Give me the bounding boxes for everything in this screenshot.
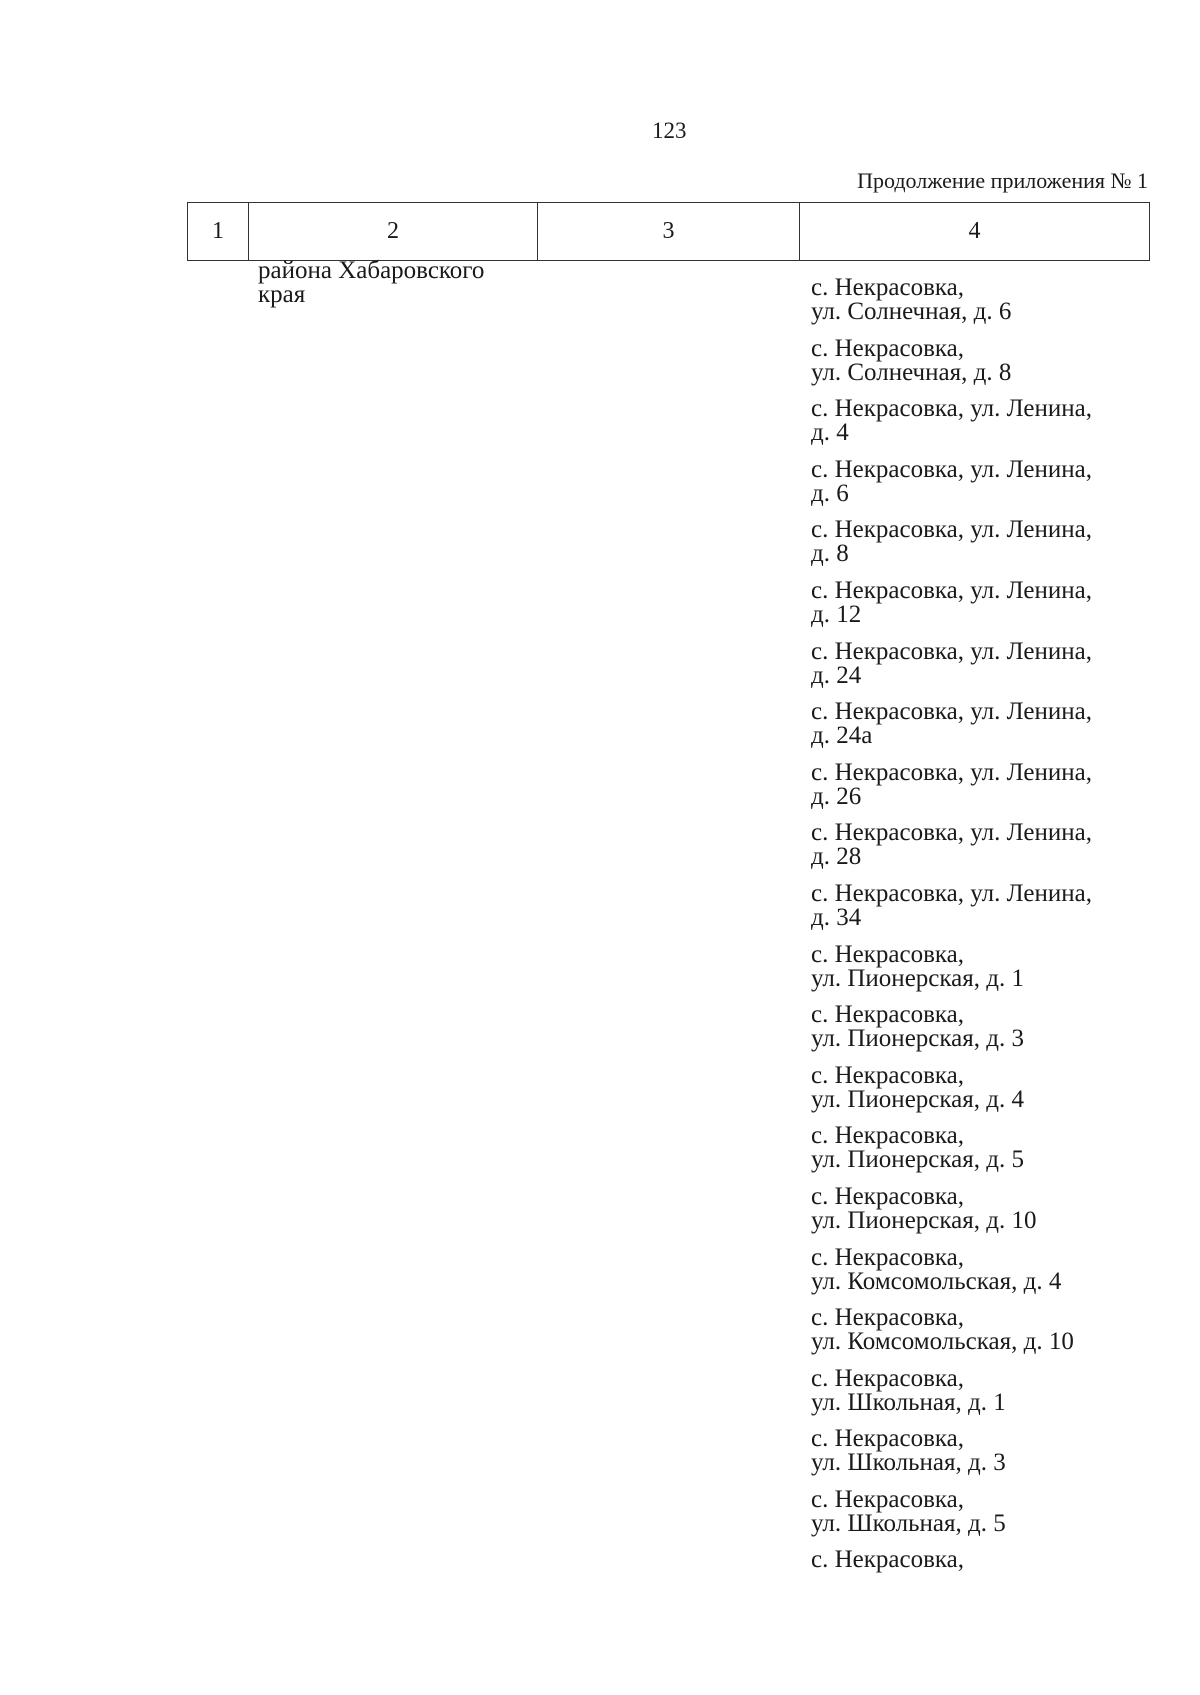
address-item [811, 1427, 1151, 1488]
address-line: ул. Солнечная, д. 8 [811, 358, 1012, 386]
address-line: ул. Пионерская, д. 5 [811, 1146, 1024, 1174]
address-line: с. Некрасовка, ул. Ленина, [811, 516, 1092, 544]
address-line: с. Некрасовка, [811, 1182, 965, 1210]
address-item [811, 1061, 1151, 1125]
page-number-text: 123 [652, 118, 687, 143]
address-line: ул. Школьная, д. 3 [811, 1449, 1006, 1477]
column-header-3: 3 [537, 203, 799, 260]
address-item [811, 821, 1151, 882]
address-line: с. Некрасовка, [811, 274, 965, 301]
address-line: с. Некрасовка, ул. Ленина, [811, 455, 1092, 483]
district-line: района Хабаровского [258, 257, 485, 284]
address-item [811, 1364, 1151, 1428]
address-line: с. Некрасовка, [811, 334, 965, 362]
address-line: с. Некрасовка, [811, 1546, 965, 1574]
address-line: с. Некрасовка, [811, 1425, 965, 1453]
address-line: с. Некрасовка, [811, 1001, 965, 1029]
address-item [811, 455, 1151, 519]
address-line: д. 28 [811, 843, 862, 871]
address-line: с. Некрасовка, [811, 1304, 965, 1332]
address-line: д. 6 [811, 479, 849, 507]
address-line: д. 4 [811, 419, 849, 447]
address-item [811, 1182, 1151, 1246]
address-line: с. Некрасовка, ул. Ленина, [811, 698, 1092, 726]
address-line: ул. Пионерская, д. 4 [811, 1085, 1024, 1113]
address-line: ул. Комсомольская, д. 4 [811, 1267, 1062, 1295]
address-item [811, 1243, 1151, 1307]
district-line: края [258, 281, 306, 308]
address-line: д. 12 [811, 600, 862, 628]
address-item [811, 1306, 1151, 1367]
address-line: с. Некрасовка, ул. Ленина, [811, 758, 1092, 786]
address-line: ул. Солнечная, д. 6 [811, 298, 1012, 325]
address-line: ул. Школьная, д. 5 [811, 1509, 1006, 1537]
address-item [811, 576, 1151, 640]
address-item [811, 1485, 1151, 1549]
address-item [811, 758, 1151, 822]
address-line: с. Некрасовка, [811, 1061, 965, 1089]
address-line: с. Некрасовка, [811, 1485, 965, 1513]
continuation-label: Продолжение приложения № 1 [857, 168, 1148, 193]
address-line: с. Некрасовка, [811, 1243, 965, 1271]
table-header-row [187, 202, 1150, 261]
address-line: д. 24а [811, 722, 873, 750]
address-item [811, 879, 1151, 943]
address-item [811, 397, 1151, 458]
address-line: с. Некрасовка, ул. Ленина, [811, 879, 1092, 907]
address-line: ул. Пионерская, д. 1 [811, 964, 1024, 992]
address-line: ул. Школьная, д. 1 [811, 1388, 1006, 1416]
address-line: д. 26 [811, 782, 862, 810]
address-line: д. 34 [811, 903, 862, 931]
address-item [811, 518, 1151, 579]
address-line: с. Некрасовка, ул. Ленина, [811, 819, 1092, 847]
address-list [811, 276, 1151, 1609]
column-header-1: 1 [212, 218, 224, 244]
address-item [811, 1003, 1151, 1064]
address-line: с. Некрасовка, ул. Ленина, [811, 395, 1092, 423]
column-header-4: 4 [799, 203, 1149, 260]
address-line: д. 8 [811, 540, 849, 568]
address-item [811, 700, 1151, 761]
address-line: с. Некрасовка, [811, 1364, 965, 1392]
address-line: с. Некрасовка, [811, 1122, 965, 1150]
address-line: с. Некрасовка, ул. Ленина, [811, 637, 1092, 665]
address-item [811, 637, 1151, 701]
address-item [811, 1124, 1151, 1185]
address-line: д. 24 [811, 661, 862, 689]
address-line: ул. Комсомольская, д. 10 [811, 1328, 1074, 1356]
column-header-2: 2 [248, 203, 537, 260]
address-item [811, 276, 1151, 337]
address-item [811, 334, 1151, 398]
district-cell [258, 259, 538, 307]
address-line: ул. Пионерская, д. 10 [811, 1206, 1037, 1234]
address-item [811, 1548, 1151, 1609]
address-line: с. Некрасовка, ул. Ленина, [811, 576, 1092, 604]
address-item [811, 940, 1151, 1004]
address-line: ул. Пионерская, д. 3 [811, 1025, 1024, 1053]
address-line: с. Некрасовка, [811, 940, 965, 968]
